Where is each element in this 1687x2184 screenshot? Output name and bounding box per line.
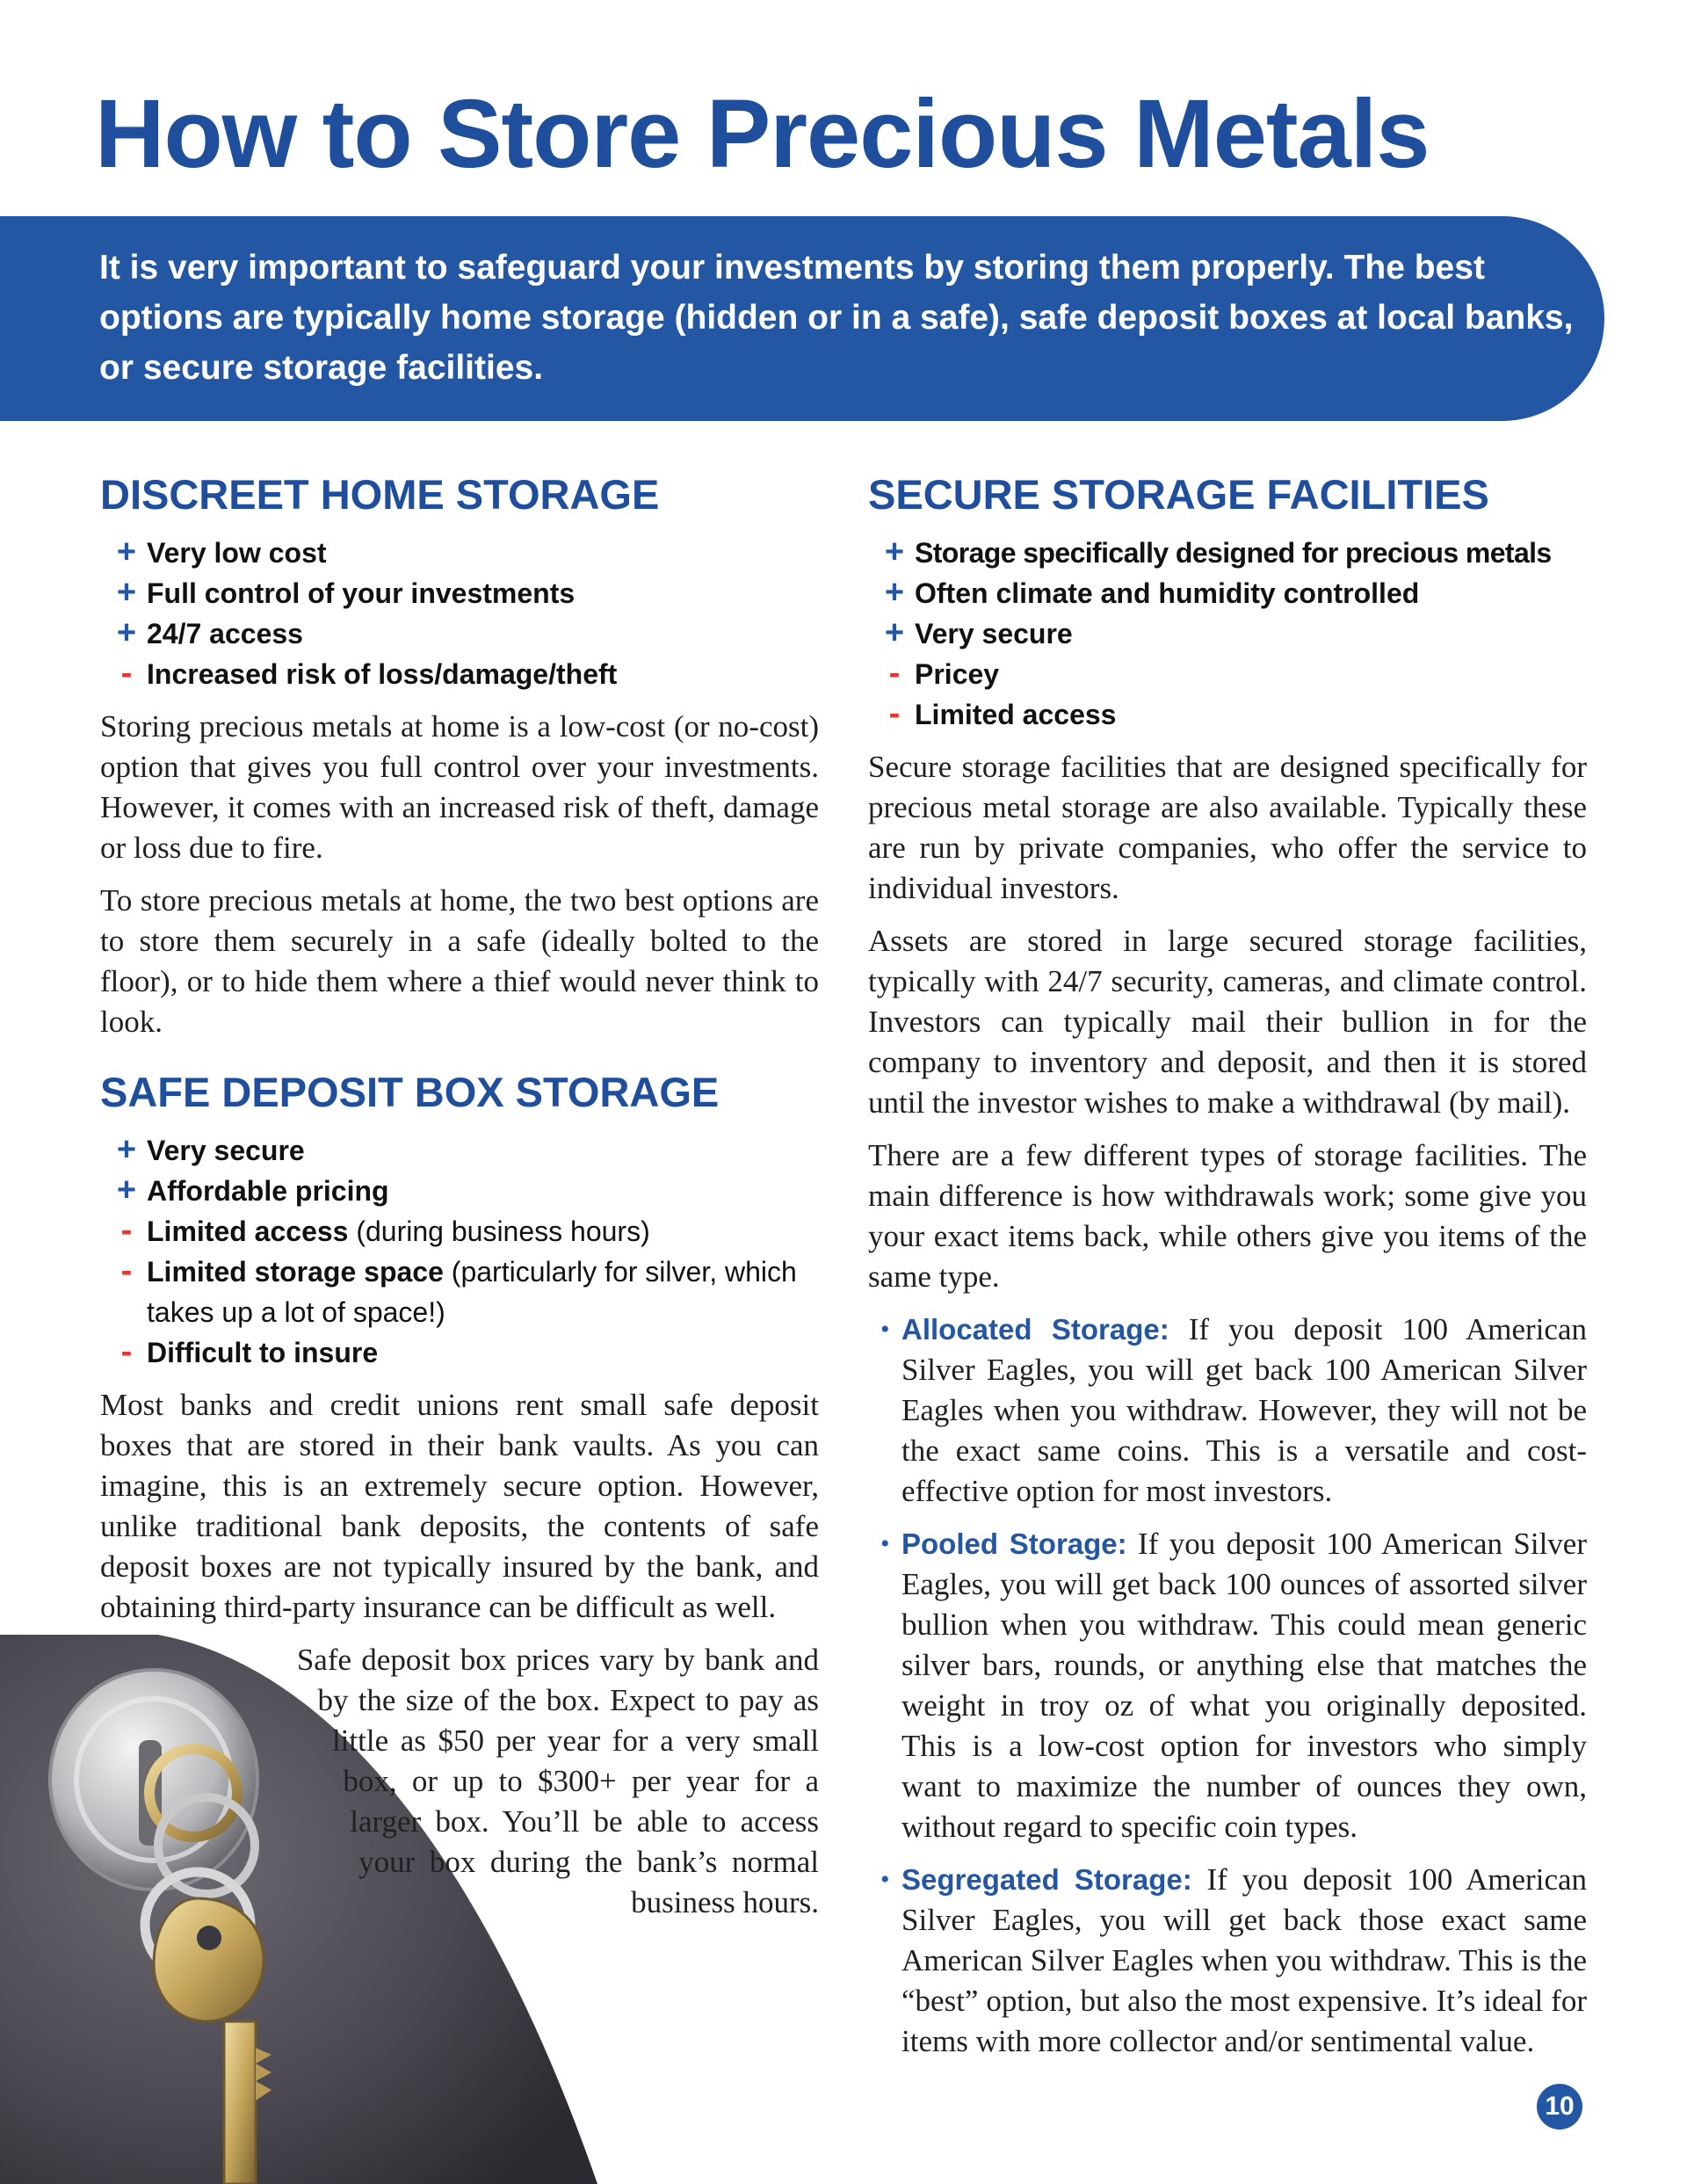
plus-icon: + [116,533,137,570]
list-item: - Limited storage space (particularly for silver, which takes up a lot of space!) [100,1252,819,1332]
plus-icon: + [884,614,905,651]
list-item: - Limited access (during business hours) [100,1211,819,1252]
list-item: + Full control of your investments [100,573,819,613]
safe-deposit-paragraph: Most banks and credit unions rent small safe deposit boxes that are stored in their bank vaults. As you can imagine, this is an extremely secure option. However, unlike traditional bank deposits, the contents of safe deposit boxes are not typically insured by the bank, and obtaining third-party insurance can be difficult as well. [100,1388,819,1624]
facilities-paragraph: There are a few different types of storage facilities. The main difference is how withdrawals work; some give you your exact items back, while others give you items of the same type. [868,1138,1587,1294]
list-item: + 24/7 access [100,613,819,654]
left-column [100,457,819,2132]
facilities-proscons [868,533,1587,735]
list-item: • Pooled Storage: If you deposit 100 American Silver Eagles, you will get back 100 ounces of assorted silver bullion when you withdraw. This could mean generic silver bars, rounds, or anything else that matches the weight in troy oz of what you originally deposited. This is a low-cost option for investors who simply want to maximize the number of ounces they own, without regard to specific coin types. [868,1524,1587,1847]
list-item: - Increased risk of loss/damage/theft [100,654,819,694]
list-item: - Difficult to insure [100,1332,819,1373]
home-storage-heading: DISCREET HOME STORAGE [100,471,660,518]
right-column [868,457,1587,2074]
intro-banner [0,216,1604,421]
safe-deposit-price-block [100,1640,819,1923]
minus-icon: - [120,1333,133,1370]
minus-icon: - [888,695,901,732]
safe-deposit-price-paragraph: Safe deposit box prices vary by bank and by the size of the box. Expect to pay as little as $50 per year for a very small box, or up to $300+ per year for a larger box. You’ll be able to access your box during the bank’s normal business hours. [296,1643,819,1919]
minus-icon: - [120,655,133,692]
plus-icon: + [884,533,905,570]
list-item: - Limited access [868,694,1587,735]
intro-text: It is very important to safeguard your investments by storing them properly. The best options are typically home storage (hidden or in a safe), safe deposit boxes at local banks, or secure storage facilities. [99,249,1574,387]
list-item: + Very secure [868,613,1587,654]
list-item: + Affordable pricing [100,1171,819,1211]
list-item: • Allocated Storage: If you deposit 100 American Silver Eagles, you will get back 100 American Silver Eagles when you withdraw. However, they will not be the exact same coins. This is a versatile and cost-effective option for most investors. [868,1310,1587,1512]
list-item: + Storage specifically designed for precious metals [868,533,1587,573]
storage-types-list [868,1310,1587,2062]
list-item: • Segregated Storage: If you deposit 100 American Silver Eagles, you will get back those exact same American Silver Eagles when you withdraw. This is the “best” option, but also the most expensive. It’s ideal for items with more collector and/or sentimental value. [868,1860,1587,2062]
minus-icon: - [888,655,901,692]
page-number-badge: 10 [1537,2084,1582,2130]
plus-icon: + [116,1131,137,1168]
plus-icon: + [116,574,137,611]
minus-icon: - [120,1252,133,1289]
bullet-icon: • [880,1315,890,1344]
plus-icon: + [116,614,137,651]
facilities-heading: SECURE STORAGE FACILITIES [868,471,1489,518]
list-item: + Often climate and humidity controlled [868,573,1587,613]
home-storage-proscons [100,533,819,694]
facilities-paragraph: Secure storage facilities that are designed specifically for precious metal storage are also available. Typically these are run by private companies, who offer the service to individual investors. [868,750,1587,905]
home-storage-paragraph: Storing precious metals at home is a low-cost (or no-cost) option that gives you full control over your investments. However, it comes with an increased risk of theft, damage or loss due to fire. [100,709,819,865]
bullet-icon: • [880,1865,890,1894]
bullet-icon: • [880,1529,890,1558]
list-item: - Pricey [868,654,1587,694]
safe-deposit-proscons [100,1130,819,1373]
page-title: How to Store Precious Metals [95,80,1430,188]
facilities-paragraph: Assets are stored in large secured storage facilities, typically with 24/7 security, cameras, and climate control. Investors can typically mail their bullion in for the company to inventory and deposit, and then it is stored until the investor wishes to make a withdrawal (by mail). [868,924,1587,1120]
home-storage-paragraph: To store precious metals at home, the two best options are to store them securely in a safe (ideally bolted to the floor), or to hide them where a thief would never think to look. [100,883,819,1039]
plus-icon: + [884,574,905,611]
list-item: + Very low cost [100,533,819,573]
list-item: + Very secure [100,1130,819,1171]
safe-deposit-heading: SAFE DEPOSIT BOX STORAGE [100,1069,720,1115]
plus-icon: + [116,1172,137,1208]
minus-icon: - [120,1212,133,1249]
